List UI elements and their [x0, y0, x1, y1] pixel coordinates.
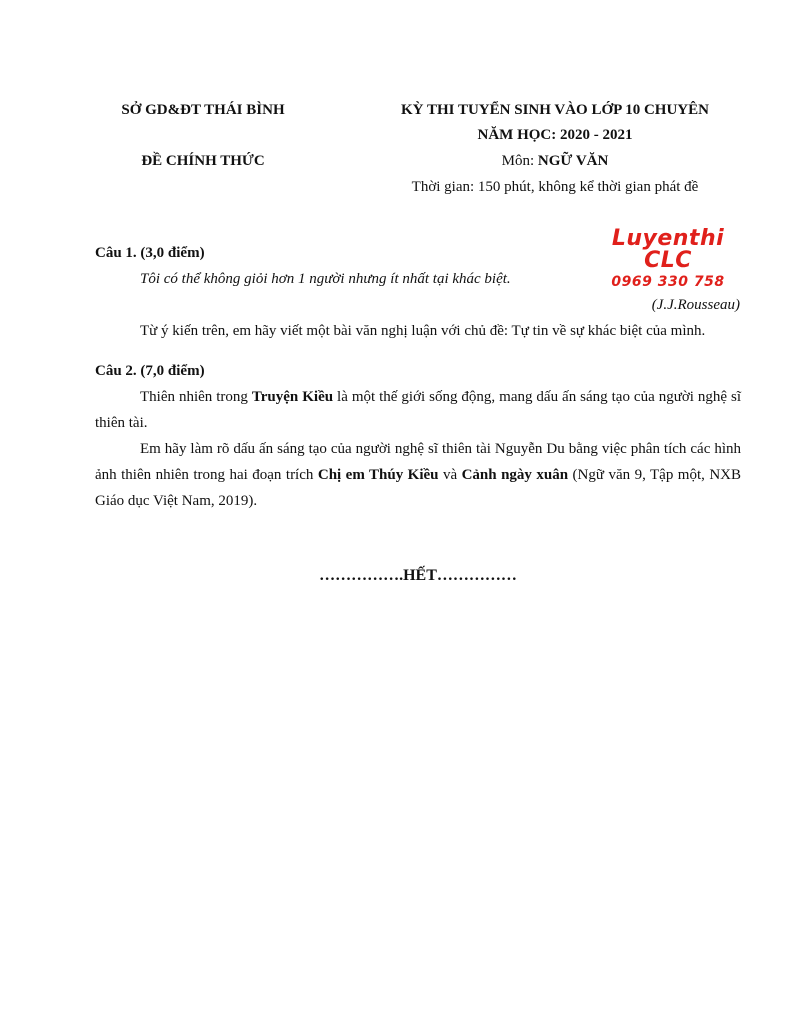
- question-1-author: (J.J.Rousseau): [651, 297, 740, 313]
- p1-text-c: là một thế giới sống động, mang dấu ấn sáng tạo của người nghệ sĩ thiên tài.: [95, 389, 742, 431]
- watermark-logo: [588, 228, 748, 289]
- excerpt-title-chi-em-thuy-kieu: Chị em Thúy Kiều: [317, 467, 439, 483]
- p2-text-a: Em hãy làm rõ dấu ấn sáng tạo của người nghệ sĩ thiên tài Nguyễn Du bằng việc phân tích các hình ảnh thiên nhiên trong hai đoạn trích: [95, 441, 741, 483]
- work-title-truyen-kieu: Truyện Kiều: [251, 389, 334, 405]
- p1-text-a: Thiên nhiên trong: [140, 389, 252, 405]
- exam-title: KỲ THI TUYỂN SINH VÀO LỚP 10 CHUYÊN: [401, 102, 709, 118]
- p2-text-e: (Ngữ văn 9, Tập một, NXB Giáo dục Việt Nam, 2019).: [95, 467, 742, 509]
- subject-label: Môn:: [501, 153, 538, 169]
- question-1-heading: Câu 1. (3,0 điểm): [95, 245, 205, 261]
- question-1-quote: Tôi có thể không giỏi hơn 1 người nhưng ít nhất tại khác biệt.: [140, 271, 511, 287]
- question-2-paragraph-2: [95, 436, 741, 514]
- watermark-phone: 0969 330 758: [611, 274, 725, 290]
- official-exam-label: ĐỀ CHÍNH THỨC: [141, 153, 265, 169]
- end-of-exam-mark: …………….HẾT……………: [319, 567, 517, 584]
- watermark-brand: Luyenthi CLC: [611, 226, 725, 273]
- subject-value: NGỮ VĂN: [537, 153, 609, 169]
- school-year: NĂM HỌC: 2020 - 2021: [477, 127, 633, 143]
- subject-line: [360, 153, 750, 170]
- question-1-prompt: Từ ý kiến trên, em hãy viết một bài văn nghị luận với chủ đề: Tự tin về sự khác biệt của mình.: [140, 323, 706, 339]
- p2-text-c: và: [438, 467, 462, 483]
- excerpt-title-canh-ngay-xuan: Cảnh ngày xuân: [461, 467, 569, 483]
- question-2-heading: Câu 2. (7,0 điểm): [95, 363, 205, 379]
- department-name: SỞ GD&ĐT THÁI BÌNH: [121, 102, 285, 118]
- question-2-paragraph-1: [95, 384, 741, 436]
- exam-duration: Thời gian: 150 phút, không kể thời gian phát đề: [411, 179, 699, 195]
